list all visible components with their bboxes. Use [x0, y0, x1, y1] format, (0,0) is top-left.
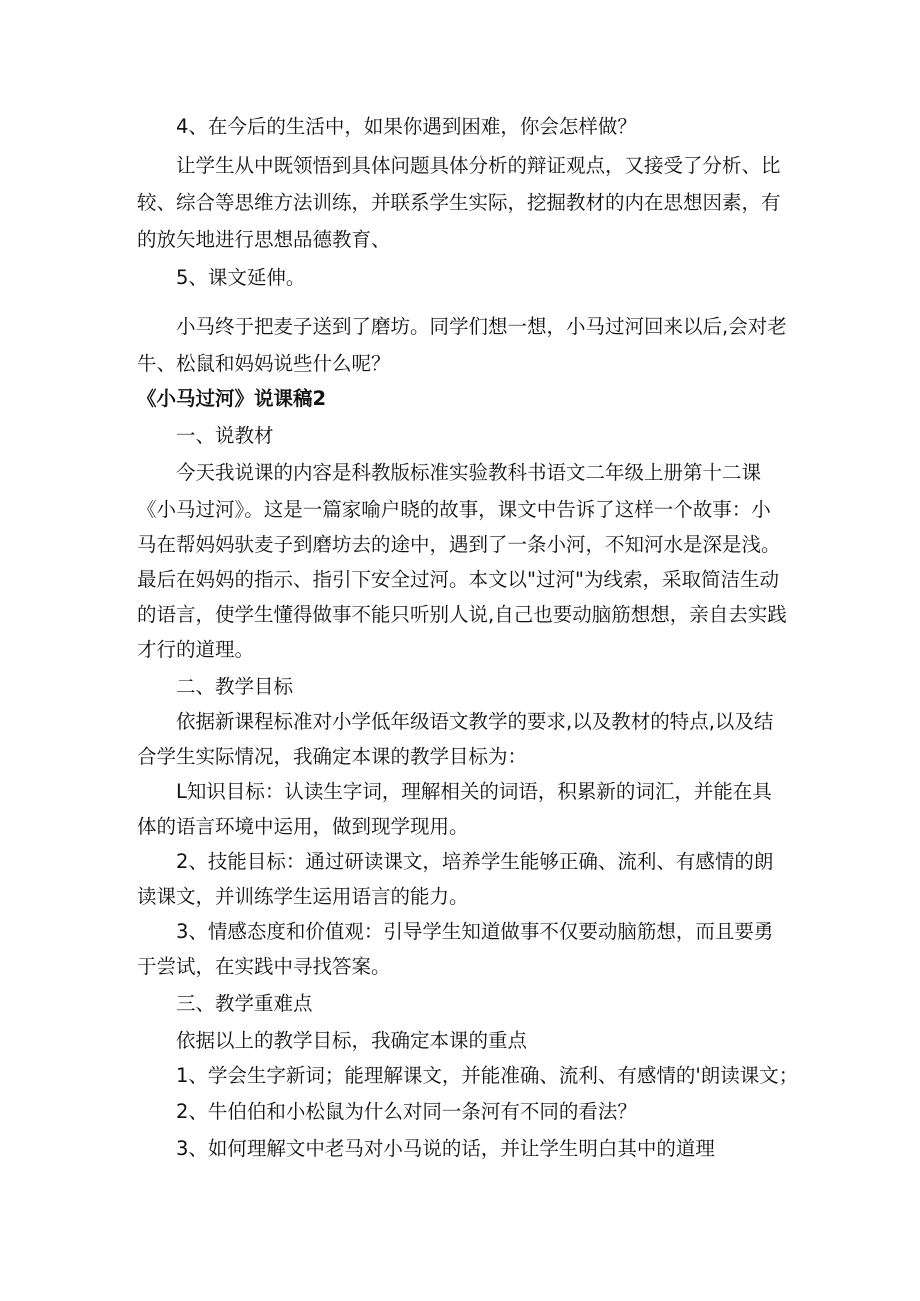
heading-teaching-goals: 二、教学目标: [176, 675, 294, 698]
key-point-3: 3、如何理解文中老马对小马说的话，并让学生明白其中的道理: [176, 1137, 715, 1160]
heading-key-points: 三、教学重难点: [176, 992, 313, 1015]
paragraph-line: 小马终于把麦子送到了磨坊。同学们想一想，小马过河回来以后,会对老: [176, 315, 787, 338]
question-4: 4、在今后的生活中，如果你遇到困难，你会怎样做？: [176, 115, 637, 138]
heading-teaching-material: 一、说教材: [176, 424, 274, 447]
goal-skill: 2、技能目标：通过研读课文，培养学生能够正确、流利、有感情的朗: [176, 850, 774, 873]
paragraph-line: 体的语言环境中运用，做到现学现用。: [137, 815, 469, 838]
goal-emotion: 3、情感态度和价值观：引导学生知道做事不仅要动脑筋想，而且要勇: [176, 920, 774, 943]
key-point-1: 1、学会生字新词；能理解课文，并能准确、流利、有感情的'朗读课文；: [176, 1064, 799, 1087]
paragraph-line: 《小马过河》。这是一篇家喻户晓的故事，课文中告诉了这样一个故事：小: [137, 498, 771, 521]
paragraph-line: 才行的道理。: [137, 638, 255, 661]
item-5-heading: 5、课文延伸。: [176, 266, 306, 289]
paragraph-line: 较、综合等思维方法训练，并联系学生实际，挖掘教材的内在思想因素，有: [137, 191, 781, 214]
paragraph-line: 依据以上的教学目标，我确定本课的重点: [176, 1029, 528, 1052]
paragraph-line: 的放矢地进行思想品德教育、: [137, 228, 391, 251]
paragraph-line: 读课文，并训练学生运用语言的能力。: [137, 885, 469, 908]
paragraph-line: 合学生实际情况，我确定本课的教学目标为：: [137, 745, 528, 768]
paragraph-line: 于尝试，在实践中寻找答案。: [137, 955, 391, 978]
goal-knowledge: L知识目标：认读生字词，理解相关的词语，积累新的词汇，并能在具: [176, 780, 772, 803]
paragraph-line: 牛、松鼠和妈妈说些什么呢？: [137, 352, 391, 375]
section-title: 《小马过河》说课稿2: [137, 387, 327, 410]
key-point-2: 2、牛伯伯和小松鼠为什么对同一条河有不同的看法？: [176, 1100, 637, 1123]
paragraph-line: 依据新课程标准对小学低年级语文教学的要求,以及教材的特点,以及结: [176, 710, 774, 733]
paragraph-line: 的语言，使学生懂得做事不能只听别人说,自己也要动脑筋想想，亲自去实践: [137, 603, 787, 626]
paragraph-line: 最后在妈妈的指示、指引下安全过河。本文以"过河"为线索，采取简洁生动: [137, 568, 779, 591]
paragraph-line: 让学生从中既领悟到具体问题具体分析的辩证观点，又接受了分析、比: [176, 154, 781, 177]
paragraph-line: 马在帮妈妈驮麦子到磨坊去的途中，遇到了一条小河，不知河水是深是浅。: [137, 533, 781, 556]
paragraph-line: 今天我说课的内容是科教版标准实验教科书语文二年级上册第十二课: [176, 461, 762, 484]
